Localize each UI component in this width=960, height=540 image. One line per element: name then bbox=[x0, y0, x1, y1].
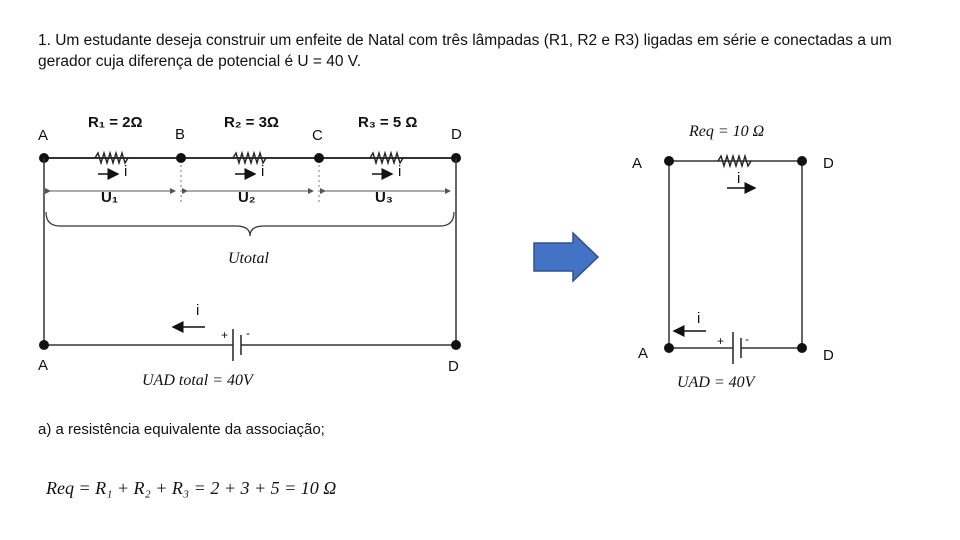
node-b bbox=[176, 153, 186, 163]
right-label-node-a-top: A bbox=[632, 155, 643, 172]
right-node-d-bottom bbox=[797, 343, 807, 353]
node-a-bottom bbox=[39, 340, 49, 350]
label-node-d-bottom: D bbox=[448, 358, 459, 375]
label-node-a-bottom: A bbox=[38, 357, 49, 374]
resistor-r2 bbox=[233, 153, 266, 163]
item-a-text: a) a resistência equivalente da associação; bbox=[38, 421, 325, 438]
label-u3: U₃ bbox=[375, 189, 393, 206]
label-source-total: UAD total = 40V bbox=[142, 372, 253, 389]
label-plus: + bbox=[221, 328, 229, 342]
label-current-3: i bbox=[398, 163, 402, 180]
u-total-brace bbox=[46, 212, 454, 236]
right-node-d-top bbox=[797, 156, 807, 166]
label-node-c: C bbox=[312, 127, 323, 144]
label-req: Req = 10 Ω bbox=[689, 123, 765, 140]
label-r2: R₂ = 3Ω bbox=[224, 114, 279, 131]
req-formula: Req = R₁ + R₂ + R₃ = 2 + 3 + 5 = 10 Ω bbox=[46, 478, 337, 498]
label-minus: - bbox=[246, 326, 250, 340]
label-u-total: Utotal bbox=[228, 250, 269, 267]
label-current-2: i bbox=[261, 163, 265, 180]
right-label-node-a-bottom: A bbox=[638, 345, 649, 362]
right-label-minus: - bbox=[745, 332, 749, 346]
right-label-node-d-top: D bbox=[823, 155, 834, 172]
label-node-d-top: D bbox=[451, 126, 462, 143]
label-current-1: i bbox=[124, 163, 128, 180]
label-r1: R₁ = 2Ω bbox=[88, 114, 143, 131]
label-current-bottom: i bbox=[196, 302, 200, 319]
transformation-arrow-icon bbox=[534, 233, 598, 281]
label-node-b: B bbox=[175, 126, 186, 143]
label-u2: U₂ bbox=[238, 189, 256, 206]
resistor-r3 bbox=[370, 153, 403, 163]
right-label-plus: + bbox=[717, 334, 725, 348]
right-label-current-bottom: i bbox=[697, 310, 701, 327]
question-text: 1. Um estudante deseja construir um enfeite de Natal com três lâmpadas (R1, R2 e R3) ligadas em série e conectadas a um gerador cuja diferença de potencial é U = 40 V. bbox=[38, 32, 892, 70]
right-label-node-d-bottom: D bbox=[823, 347, 834, 364]
right-label-current-top: i bbox=[737, 170, 741, 187]
resistor-req bbox=[718, 156, 751, 166]
label-node-a-top: A bbox=[38, 127, 49, 144]
node-d-bottom bbox=[451, 340, 461, 350]
right-node-a-bottom bbox=[664, 343, 674, 353]
resistor-r1 bbox=[95, 153, 128, 163]
label-r3: R₃ = 5 Ω bbox=[358, 114, 418, 131]
label-u1: U₁ bbox=[101, 189, 119, 206]
right-label-source: UAD = 40V bbox=[677, 374, 755, 391]
node-c bbox=[314, 153, 324, 163]
right-node-a-top bbox=[664, 156, 674, 166]
